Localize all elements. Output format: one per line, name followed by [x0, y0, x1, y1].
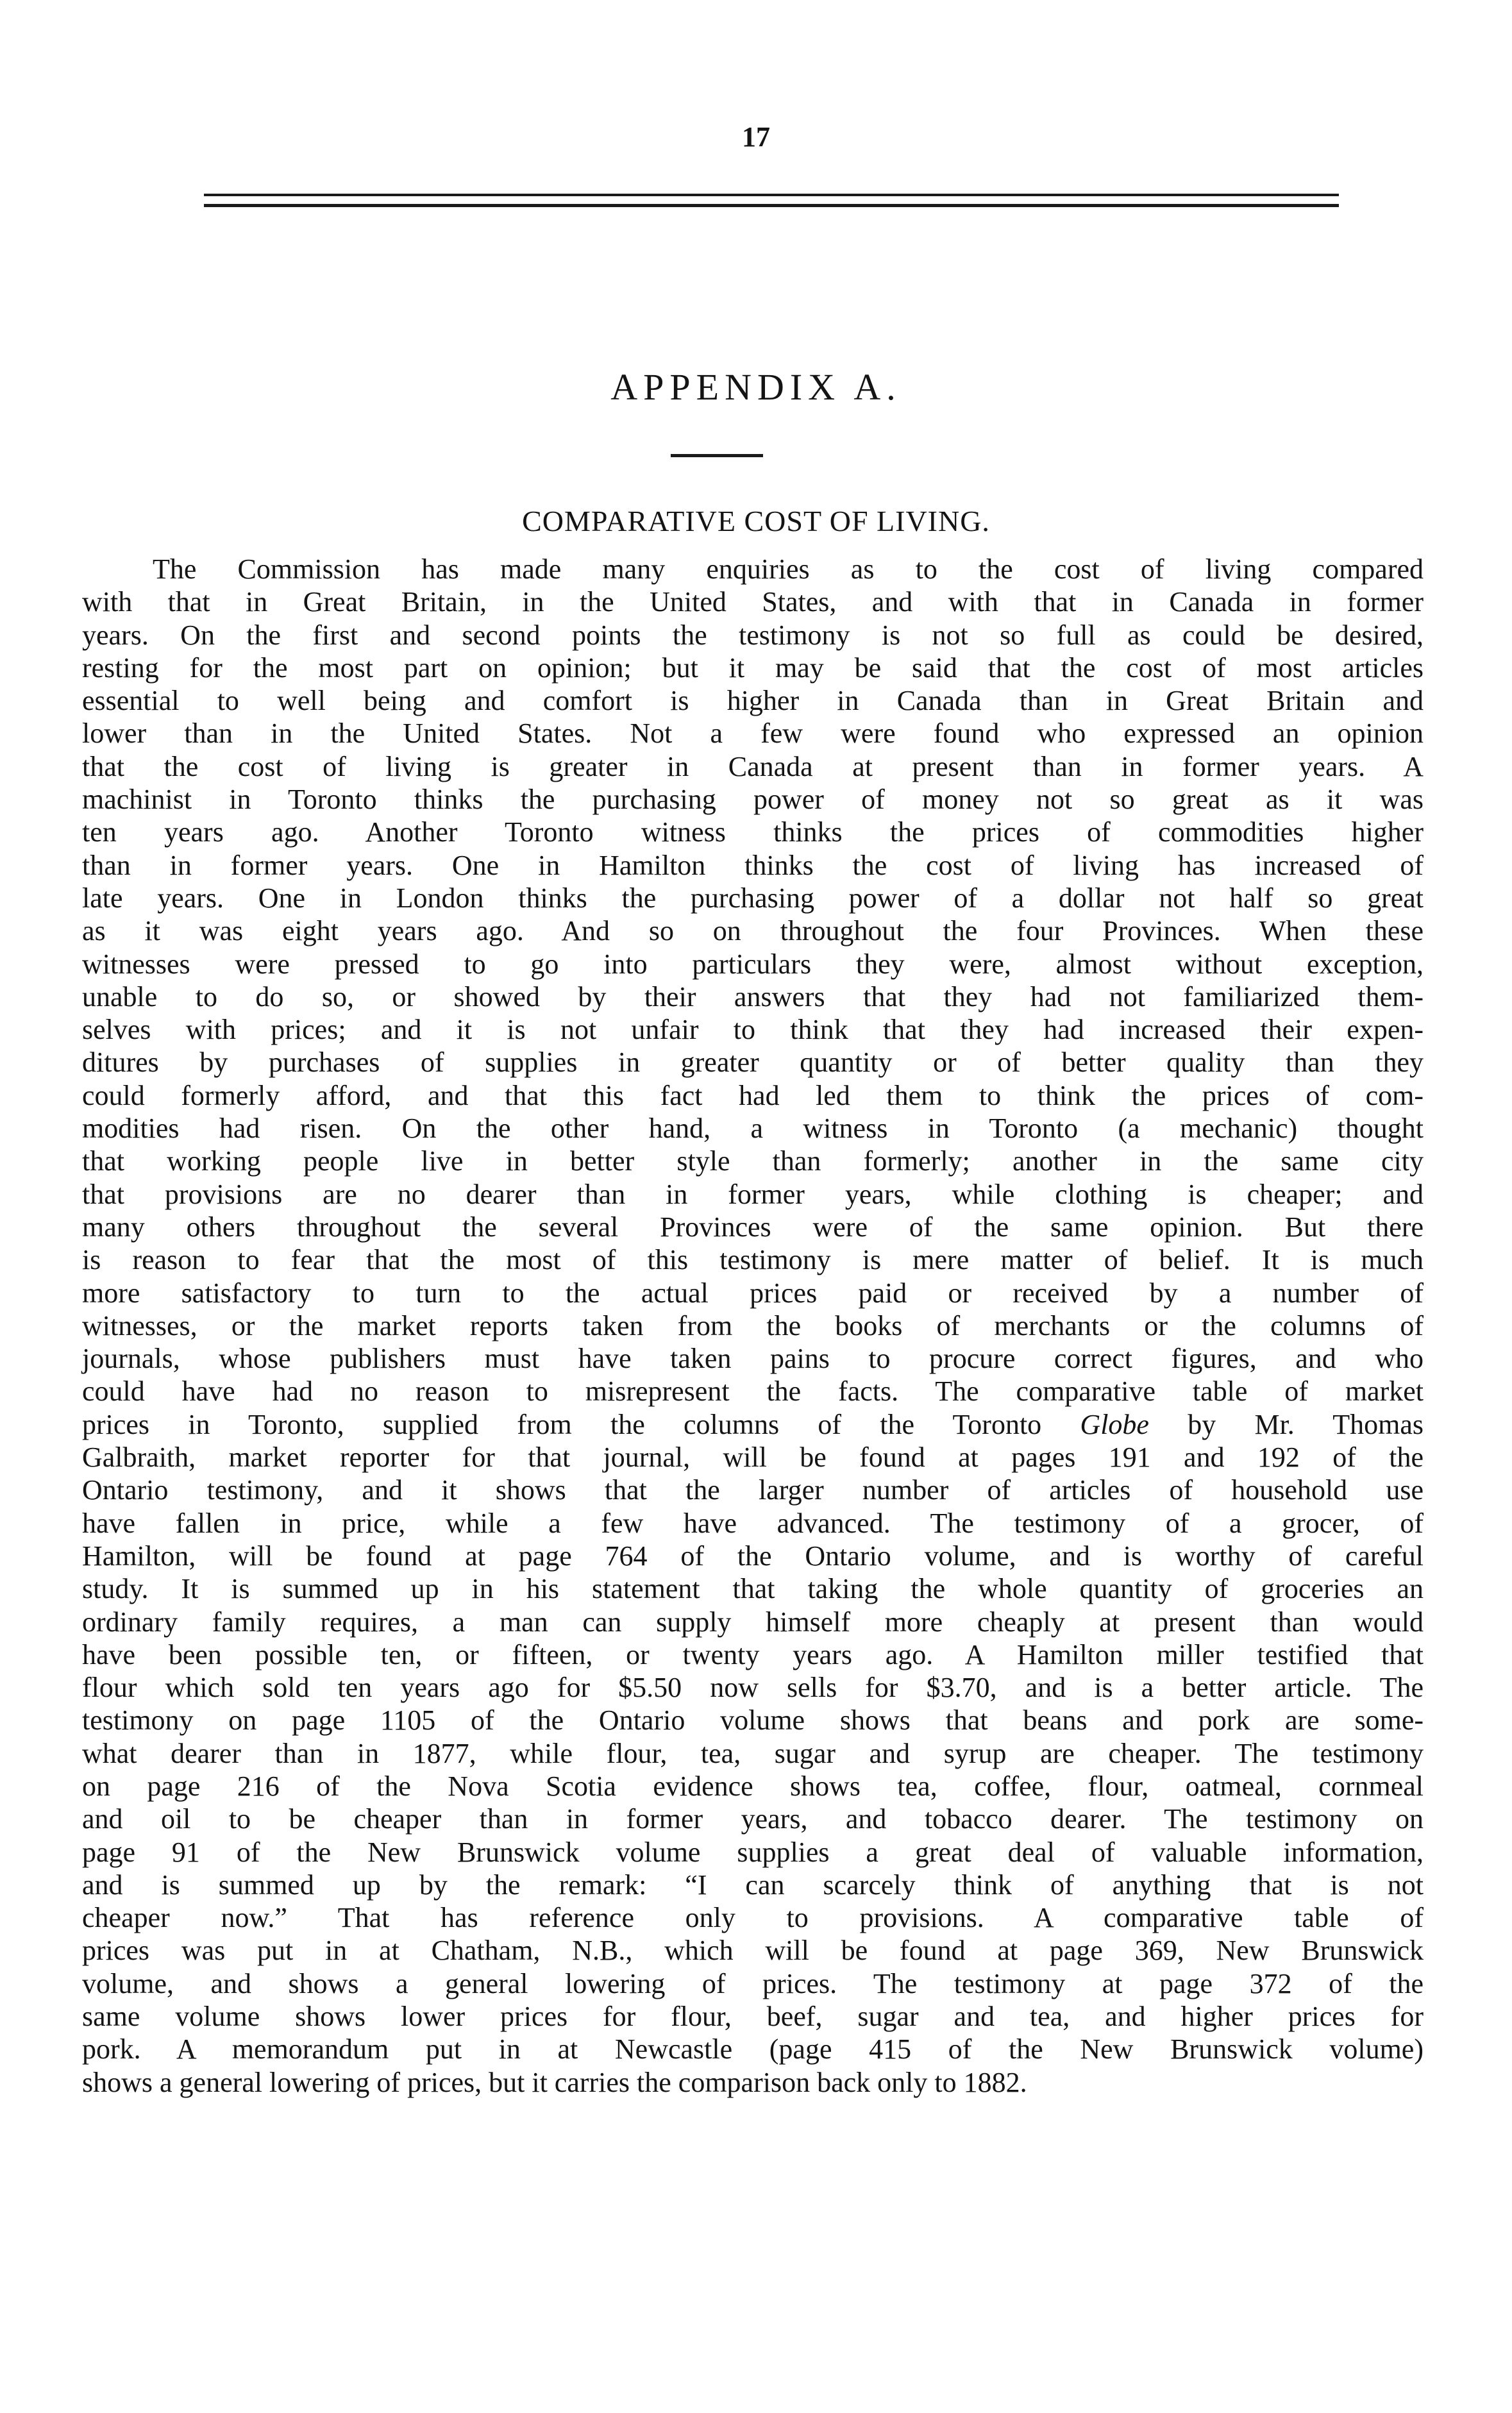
text-line: modities had risen. On the other hand, a witness in Toronto (a mechanic) thought	[82, 1113, 1424, 1145]
text-line: years. On the first and second points the testimony is not so full as could be desired,	[82, 619, 1424, 651]
text-line: shows a general lowering of prices, but it carries the comparison back only to 1882.	[82, 2066, 1027, 2098]
text-line: prices in Toronto, supplied from the columns of the Toronto Globe by Mr. Thomas	[82, 1408, 1424, 1440]
text-line: Hamilton, will be found at page 764 of the Ontario volume, and is worthy of careful	[82, 1540, 1424, 1572]
text-line: could have had no reason to misrepresent the facts. The comparative table of market	[82, 1375, 1424, 1408]
text-line: ordinary family requires, a man can supply himself more cheaply at present than would	[82, 1606, 1424, 1638]
header-double-rule	[204, 194, 1339, 210]
text-line: volume, and shows a general lowering of prices. The testimony at page 372 of the	[82, 1967, 1424, 1999]
text-line: ten years ago. Another Toronto witness thinks the prices of commodities higher	[82, 816, 1424, 848]
text-line: journals, whose publishers must have taken pains to procure correct figures, and who	[82, 1343, 1424, 1375]
text-line: page 91 of the New Brunswick volume supplies a great deal of valuable information,	[82, 1836, 1424, 1868]
rule-line-bottom	[204, 204, 1339, 207]
text-line: on page 216 of the Nova Scotia evidence shows tea, coffee, flour, oatmeal, cornmeal	[82, 1770, 1424, 1802]
text-line: study. It is summed up in his statement that taking the whole quantity of groceries an	[82, 1573, 1424, 1605]
text-line: machinist in Toronto thinks the purchasing power of money not so great as it was	[82, 784, 1424, 816]
text-line: have fallen in price, while a few have advanced. The testimony of a grocer, of	[82, 1507, 1424, 1539]
text-line: essential to well being and comfort is higher in Canada than in Great Britain and	[82, 685, 1424, 717]
page-number: 17	[742, 121, 770, 153]
text-line: selves with prices; and it is not unfair to think that they had increased their expen-	[82, 1014, 1424, 1046]
body-paragraph	[82, 553, 1424, 2099]
text-line: more satisfactory to turn to the actual prices paid or received by a number of	[82, 1277, 1424, 1309]
text-line: pork. A memorandum put in at Newcastle (page 415 of the New Brunswick volume)	[82, 2033, 1424, 2065]
text-line: lower than in the United States. Not a few were found who expressed an opinion	[82, 718, 1424, 750]
text-line: than in former years. One in Hamilton thinks the cost of living has increased of	[82, 849, 1424, 881]
title-divider	[671, 454, 763, 457]
text-line: The Commission has made many enquiries as to the cost of living compared	[153, 553, 1424, 585]
text-line: many others throughout the several Provinces were of the same opinion. But there	[82, 1211, 1424, 1243]
text-line: that the cost of living is greater in Canada at present than in former years. A	[82, 750, 1424, 782]
text-line: what dearer than in 1877, while flour, tea, sugar and syrup are cheaper. The testimony	[82, 1737, 1424, 1769]
text-line: late years. One in London thinks the purchasing power of a dollar not half so great	[82, 882, 1424, 914]
text-line: that provisions are no dearer than in former years, while clothing is cheaper; and	[82, 1178, 1424, 1210]
text-line: with that in Great Britain, in the United States, and with that in Canada in former	[82, 586, 1424, 618]
text-line: as it was eight years ago. And so on throughout the four Provinces. When these	[82, 915, 1424, 947]
text-line: Galbraith, market reporter for that journal, will be found at pages 191 and 192 of the	[82, 1442, 1424, 1474]
text-line: Ontario testimony, and it shows that the larger number of articles of household use	[82, 1474, 1424, 1506]
text-line: ditures by purchases of supplies in greater quantity or of better quality than they	[82, 1047, 1424, 1079]
text-line: and oil to be cheaper than in former years, and tobacco dearer. The testimony on	[82, 1803, 1424, 1835]
text-line: unable to do so, or showed by their answers that they had not familiarized them-	[82, 980, 1424, 1013]
text-line: resting for the most part on opinion; but it may be said that the cost of most articles	[82, 652, 1424, 684]
text-line: testimony on page 1105 of the Ontario volume shows that beans and pork are some-	[82, 1704, 1424, 1736]
text-line: same volume shows lower prices for flour, beef, sugar and tea, and higher prices for	[82, 2001, 1424, 2033]
text-line: flour which sold ten years ago for $5.50 now sells for $3.70, and is a better article. The	[82, 1672, 1424, 1704]
text-line: that working people live in better style than formerly; another in the same city	[82, 1145, 1424, 1177]
section-heading: COMPARATIVE COST OF LIVING.	[522, 505, 990, 537]
newspaper-title: Globe	[1080, 1408, 1149, 1440]
text-line: have been possible ten, or fifteen, or twenty years ago. A Hamilton miller testified that	[82, 1638, 1424, 1670]
text-line: witnesses, or the market reports taken from the books of merchants or the columns of	[82, 1309, 1424, 1341]
text-line: is reason to fear that the most of this testimony is mere matter of belief. It is much	[82, 1244, 1424, 1276]
text-line: prices was put in at Chatham, N.B., which will be found at page 369, New Brunswick	[82, 1935, 1424, 1967]
text-line: cheaper now.” That has reference only to provisions. A comparative table of	[82, 1902, 1424, 1934]
rule-line-top	[204, 194, 1339, 196]
text-line: could formerly afford, and that this fact had led them to think the prices of com-	[82, 1079, 1424, 1111]
text-line: and is summed up by the remark: “I can scarcely think of anything that is not	[82, 1869, 1424, 1901]
text-line: witnesses were pressed to go into particulars they were, almost without exception,	[82, 948, 1424, 980]
appendix-title: APPENDIX A.	[610, 366, 902, 408]
